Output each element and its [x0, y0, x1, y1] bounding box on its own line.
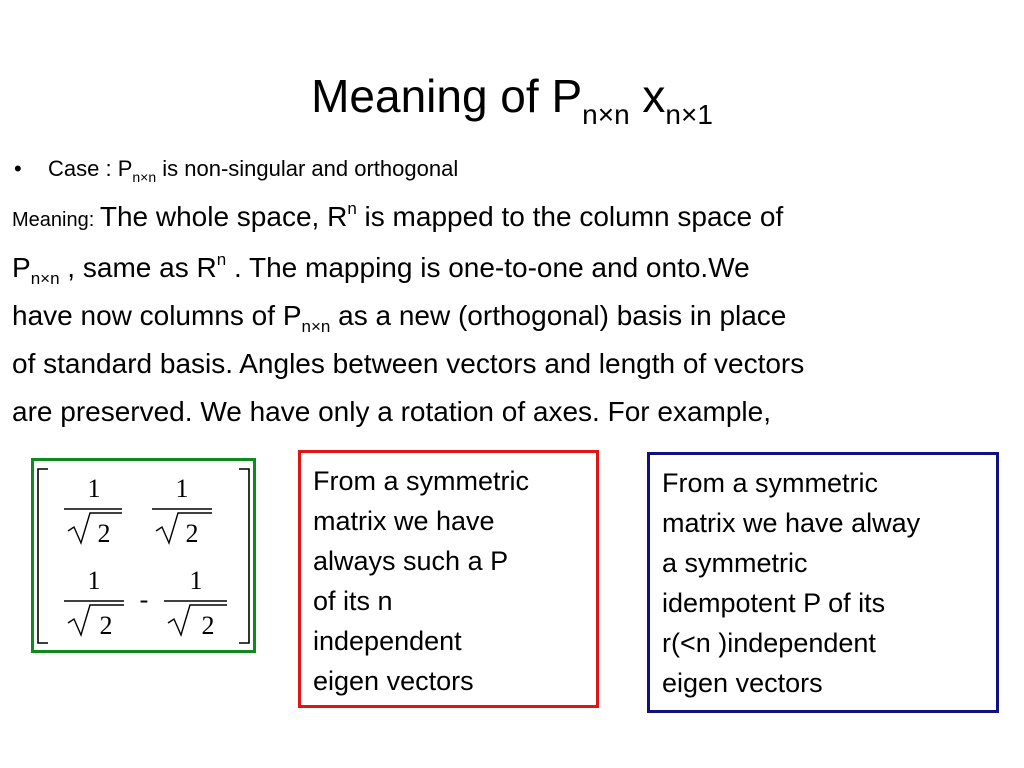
- bullet-suffix: is non-singular and orthogonal: [156, 156, 459, 181]
- bullet-subscript: n×n: [132, 169, 157, 185]
- matrix-entry-1-1: [64, 474, 122, 548]
- entry-2-2-denominator: 2: [201, 611, 215, 640]
- left-bracket: [38, 469, 48, 643]
- bullet-prefix: Case : P: [48, 156, 133, 181]
- idempotent-note-blue: [647, 452, 999, 713]
- bullet-marker: •: [14, 156, 22, 181]
- blue-note-line: eigen vectors: [662, 668, 823, 698]
- red-note-line: of its n: [313, 586, 393, 616]
- red-note-line: eigen vectors: [313, 666, 474, 696]
- meaning-l2-c: . The mapping is one-to-one and onto.We: [226, 252, 750, 283]
- entry-1-1-numerator: 1: [87, 474, 101, 503]
- meaning-l2-sub: n×n: [30, 269, 60, 288]
- symmetric-matrix-note-red: [298, 450, 599, 708]
- slide-title: [0, 68, 1024, 130]
- meaning-line-1: [12, 193, 1022, 244]
- meaning-line-3: [12, 292, 1022, 340]
- entry-2-1-denominator: 2: [99, 611, 113, 640]
- red-note-line: From a symmetric: [313, 466, 529, 496]
- red-note-line: always such a P: [313, 546, 509, 576]
- title-mid: x: [629, 70, 666, 122]
- entry-2-1-sqrt-sign: [68, 605, 124, 635]
- entry-2-1-numerator: 1: [87, 566, 101, 595]
- meaning-line-4: of standard basis. Angles between vectors and length of vectors: [12, 348, 805, 379]
- blue-note-line: idempotent P of its: [662, 588, 886, 618]
- meaning-label: Meaning:: [12, 209, 100, 231]
- matrix-entry-1-2: [152, 474, 212, 548]
- red-note-line: independent: [313, 626, 462, 656]
- meaning-line-2: [12, 244, 1022, 292]
- matrix-figure: [34, 461, 253, 650]
- entry-2-2-sqrt-sign: [168, 605, 227, 635]
- entry-1-2-denominator: 2: [185, 519, 199, 548]
- blue-note-line: r(<n )independent: [662, 628, 876, 658]
- entry-1-2-numerator: 1: [175, 474, 189, 503]
- matrix-entry-2-2: [164, 566, 227, 640]
- meaning-l2-a: P: [12, 252, 31, 283]
- meaning-l2-b: , same as R: [59, 252, 217, 283]
- title-subscript-2: n×1: [665, 99, 713, 130]
- matrix-entry-2-1: [64, 566, 124, 640]
- meaning-line-5: are preserved. We have only a rotation of axes. For example,: [12, 396, 771, 427]
- meaning-l2-sup: n: [216, 250, 227, 269]
- meaning-l3-b: as a new (orthogonal) basis in place: [330, 300, 787, 331]
- case-bullet: [14, 155, 458, 183]
- blue-note-line: a symmetric: [662, 548, 808, 578]
- matrix-example-box: [31, 458, 256, 653]
- meaning-l1-a: The whole space, R: [99, 201, 348, 232]
- meaning-paragraph: [12, 193, 1022, 436]
- meaning-l1-sup: n: [347, 199, 357, 218]
- blue-note-line: matrix we have alway: [662, 508, 921, 538]
- title-subscript-1: n×n: [582, 99, 630, 130]
- entry-1-2-sqrt-sign: [156, 513, 212, 543]
- entry-1-1-denominator: 2: [97, 519, 111, 548]
- title-main: Meaning of P: [311, 70, 583, 122]
- meaning-l1-b: is mapped to the column space of: [356, 201, 784, 232]
- entry-2-2-numerator: 1: [189, 566, 203, 595]
- meaning-l3-a: have now columns of P: [12, 300, 302, 331]
- blue-note-line: From a symmetric: [662, 468, 878, 498]
- right-bracket: [239, 469, 249, 643]
- matrix-minus-sign: -: [139, 585, 149, 614]
- entry-1-1-sqrt-sign: [68, 513, 122, 543]
- meaning-l3-sub: n×n: [301, 317, 331, 336]
- red-note-line: matrix we have: [313, 506, 495, 536]
